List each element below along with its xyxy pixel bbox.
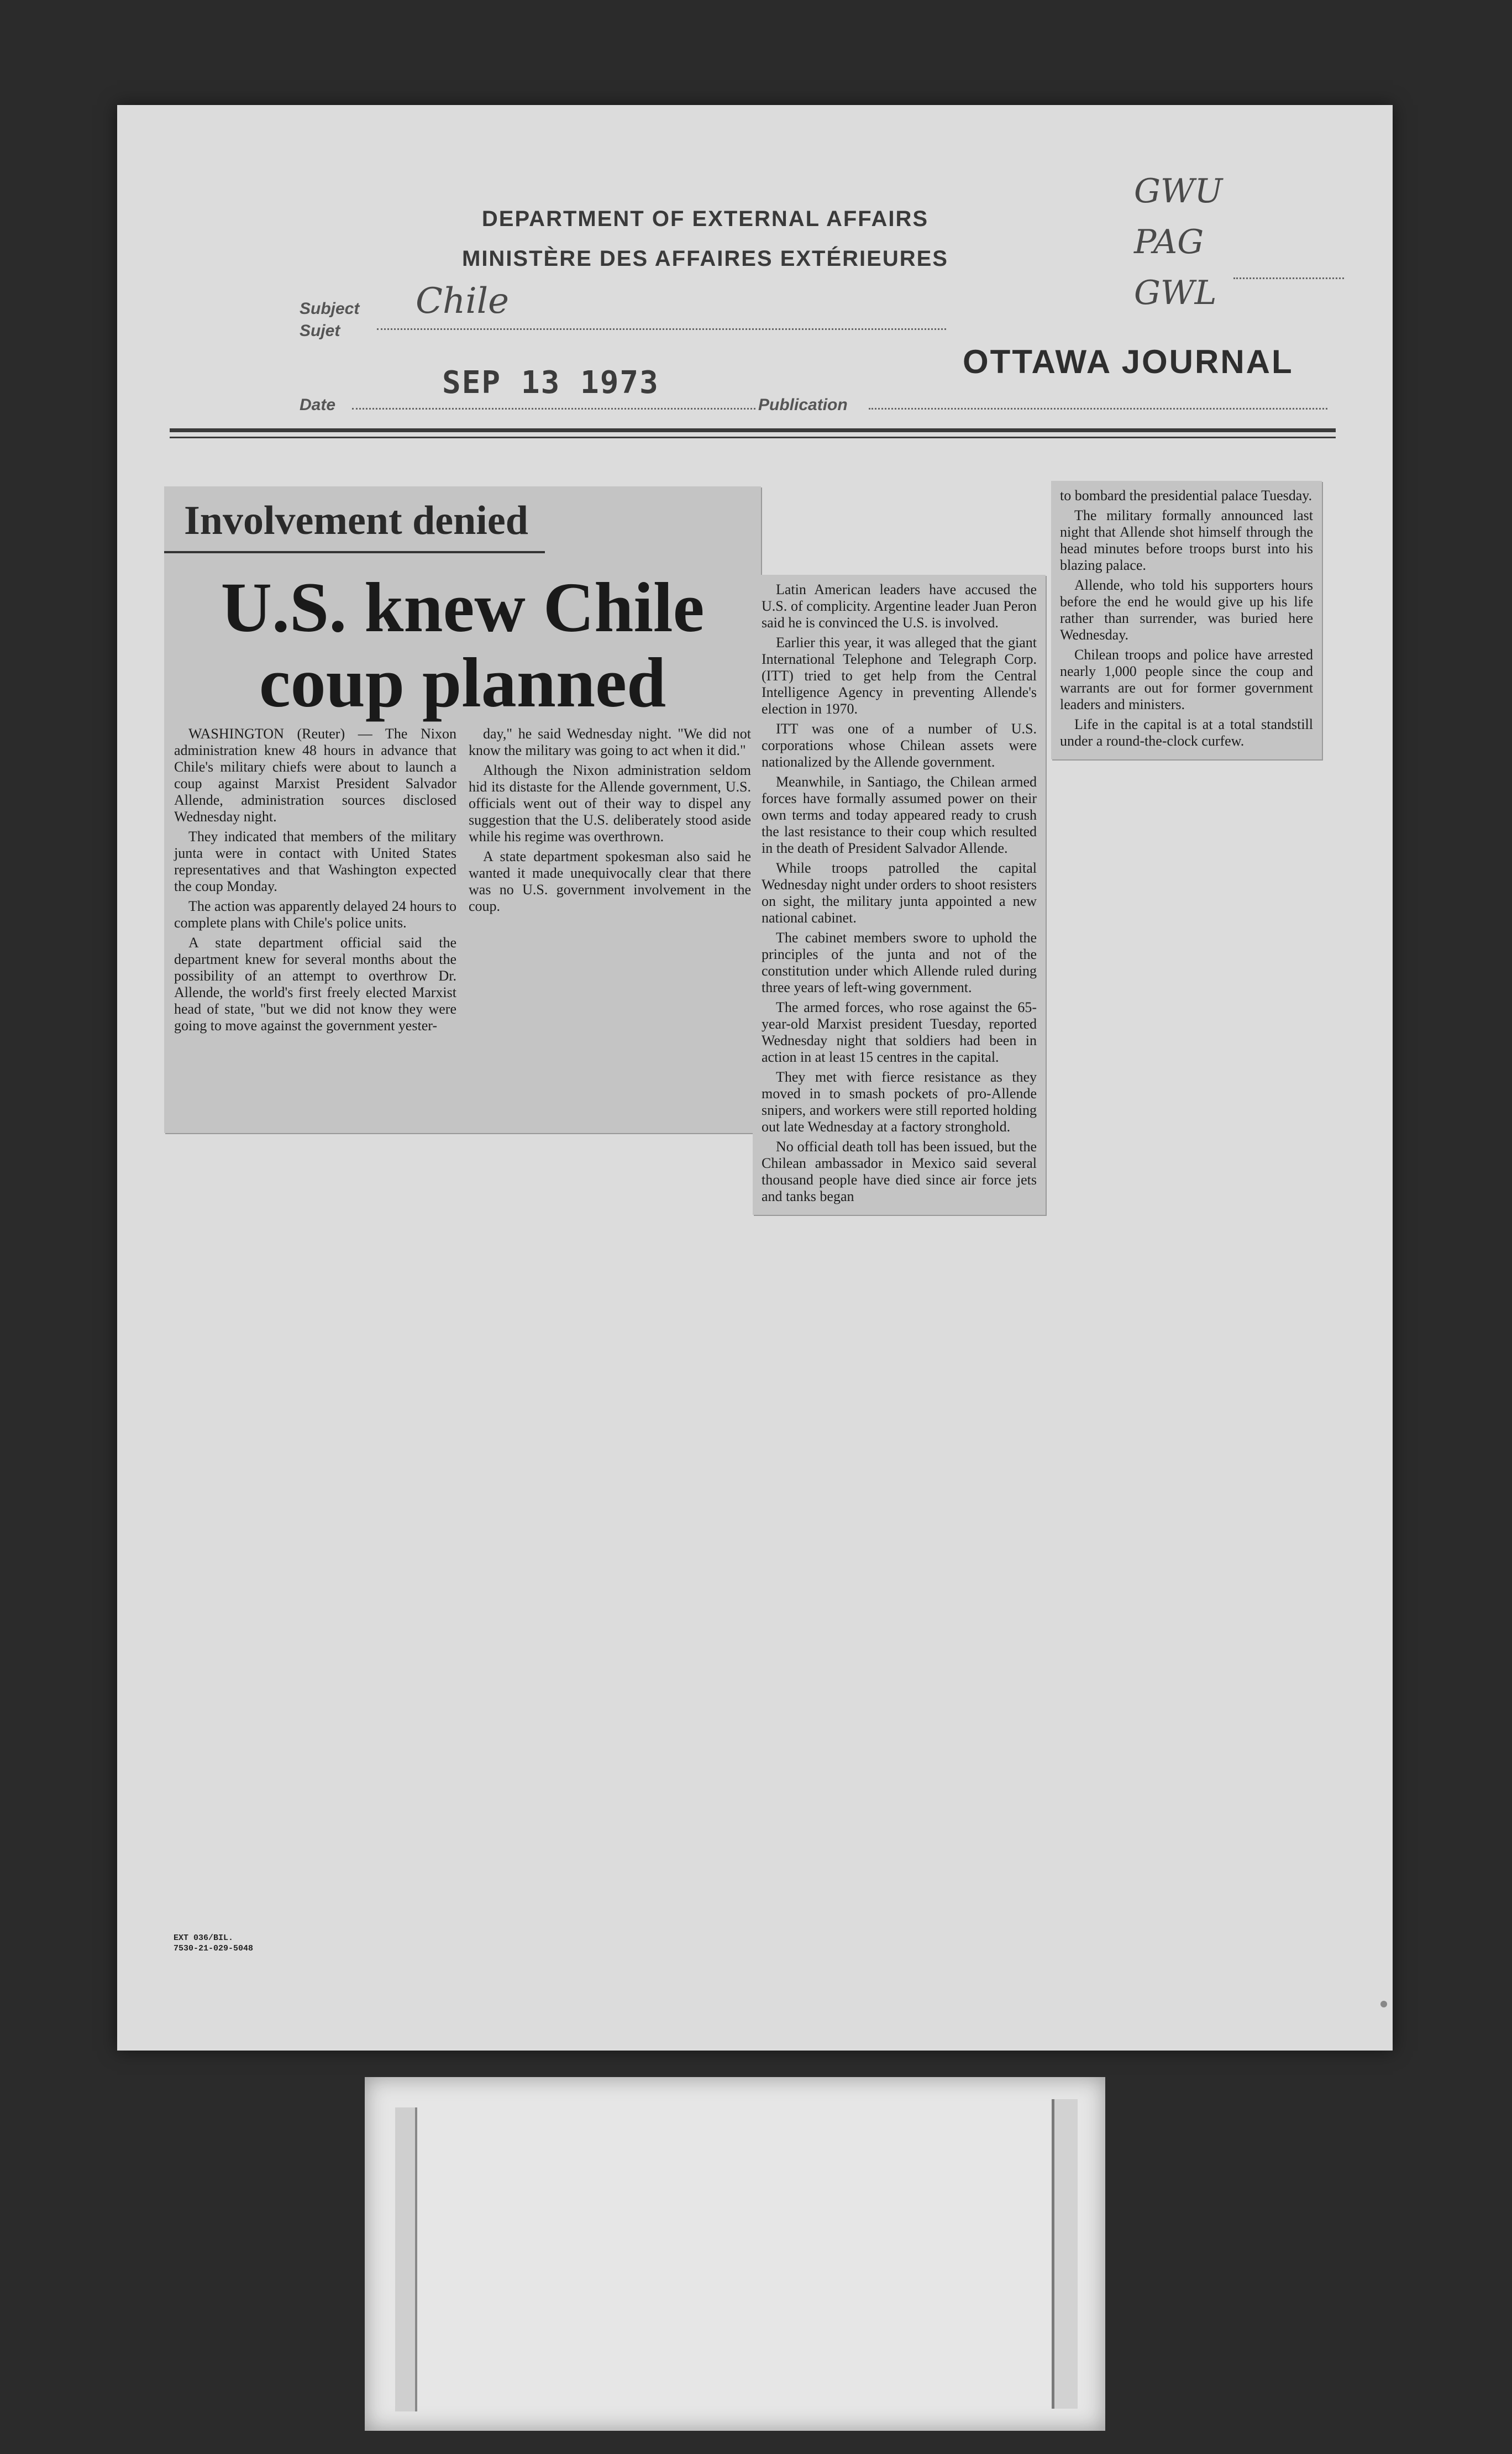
- story-paragraph: ITT was one of a number of U.S. corporations whose Chilean assets were nationalized by the Allende government.: [762, 721, 1037, 770]
- lower-card-strip: [365, 2077, 1105, 2431]
- header-rule-thin: [170, 437, 1336, 438]
- date-label: Date: [300, 396, 336, 414]
- form-code-line-2: 7530-21-029-5048: [174, 1944, 254, 1953]
- story-column-2: [469, 726, 751, 1037]
- story-paragraph: The armed forces, who rose against the 65-year-old Marxist president Tuesday, reported Wednesday night that soldiers had been in action in at least 15 centres in the capital.: [762, 999, 1037, 1065]
- story-paragraph: While troops patrolled the capital Wednesday night under orders to shoot resisters on sight, the military junta appointed a new national cabinet.: [762, 860, 1037, 926]
- form-code: [174, 1933, 253, 1954]
- headline-line-1: U.S. knew Chile: [221, 568, 705, 647]
- publication-dotline: [869, 408, 1327, 410]
- story-paragraph: The military formally announced last night that Allende shot himself through the head minutes before troops burst into his blazing palace.: [1060, 507, 1313, 573]
- story-paragraph: No official death toll has been issued, but the Chilean ambassador in Mexico said several thousand people have died since air force jets and tanks began: [762, 1139, 1037, 1204]
- publication-label: Publication: [758, 396, 848, 414]
- main-headline: [164, 570, 761, 720]
- story-paragraph: Meanwhile, in Santiago, the Chilean armed forces have formally assumed power on their own terms and today appeared ready to crush the last resistance to their coup which resulted in the death of President Salvador Allende.: [762, 774, 1037, 856]
- subject-dotline: [377, 328, 946, 330]
- date-stamp: SEP 13 1973: [442, 365, 659, 401]
- clipping-final-story: [1051, 481, 1322, 759]
- subject-label-en: Subject: [300, 300, 360, 318]
- initial-2: PAG: [1134, 223, 1204, 261]
- card-right-edge: [1052, 2099, 1078, 2409]
- story-paragraph: The cabinet members swore to uphold the principles of the junta and not of the constitution under which Allende ruled during three years of left-wing government.: [762, 930, 1037, 995]
- clipping-headline-story: [164, 486, 761, 1133]
- story-paragraph: to bombard the presidential palace Tuesday.: [1060, 487, 1313, 504]
- date-dotline: [352, 408, 755, 410]
- headline-line-2: coup planned: [259, 643, 666, 722]
- punch-mark: [1380, 2001, 1387, 2007]
- story-paragraph: They indicated that members of the military junta were in contact with United States representatives and that Washington expected the coup Monday.: [174, 829, 456, 894]
- story-paragraph: A state department official said the department knew for several months about the possibility of an attempt to overthrow Dr. Allende, the world's first freely elected Marxist head of state, "but we did not know they were going to move against the government yester-: [174, 935, 456, 1034]
- story-paragraph: Allende, who told his supporters hours before the end he would give up his life rather than surrender, was buried here Wednesday.: [1060, 577, 1313, 643]
- card-left-edge: [395, 2107, 417, 2411]
- initial-1: GWU: [1134, 172, 1223, 211]
- department-name-en: DEPARTMENT OF EXTERNAL AFFAIRS: [481, 207, 929, 231]
- story-paragraph: They met with fierce resistance as they moved in to smash pockets of pro-Allende snipers, and workers were still reported holding out late Wednesday at a factory stronghold.: [762, 1069, 1037, 1135]
- story-paragraph: The action was apparently delayed 24 hours to complete plans with Chile's police units.: [174, 898, 456, 931]
- story-paragraph: Although the Nixon administration seldom hid its distaste for the Allende government, U.S. officials went out of their way to dispel any suggestion that the U.S. deliberately stood aside while his regime was overthrown.: [469, 762, 751, 845]
- initial-3: GWL: [1134, 274, 1217, 312]
- initials-block: [1134, 166, 1222, 318]
- clipping-form-sheet: [117, 105, 1393, 2051]
- story-paragraph: Life in the capital is at a total standstill under a round-the-clock curfew.: [1060, 716, 1313, 749]
- form-code-line-1: EXT 036/BIL.: [174, 1933, 234, 1943]
- story-paragraph: Chilean troops and police have arrested nearly 1,000 people since the coup and warrants are out for former government leaders and ministers.: [1060, 647, 1313, 712]
- kicker-headline: Involvement denied: [164, 486, 545, 553]
- publication-name: OTTAWA JOURNAL: [963, 343, 1294, 380]
- initials-dotline: [1233, 277, 1344, 279]
- story-paragraph: WASHINGTON (Reuter) — The Nixon administration knew 48 hours in advance that Chile's military chiefs were about to launch a coup against Marxist President Salvador Allende, administration sources disclosed Wednesday night.: [174, 726, 456, 825]
- story-paragraph: Latin American leaders have accused the U.S. of complicity. Argentine leader Juan Peron said he is convinced the U.S. is involved.: [762, 581, 1037, 631]
- story-paragraph: Earlier this year, it was alleged that the giant International Telephone and Telegraph Corp. (ITT) tried to get help from the Central Intelligence Agency in preventing Allende's election in 1970.: [762, 635, 1037, 717]
- story-column-1: [174, 726, 456, 1037]
- subject-label-fr: Sujet: [300, 322, 340, 340]
- clipping-continuation-story: [753, 575, 1046, 1215]
- header-rule-thick: [170, 428, 1336, 432]
- subject-value: Chile: [416, 281, 509, 322]
- story-paragraph: A state department spokesman also said he wanted it made unequivocally clear that there was no U.S. government involvement in the coup.: [469, 848, 751, 914]
- department-name-fr: MINISTÈRE DES AFFAIRES EXTÉRIEURES: [462, 247, 948, 271]
- story-columns: [164, 726, 761, 1037]
- story-paragraph: day," he said Wednesday night. "We did not know the military was going to act when it did.": [469, 726, 751, 758]
